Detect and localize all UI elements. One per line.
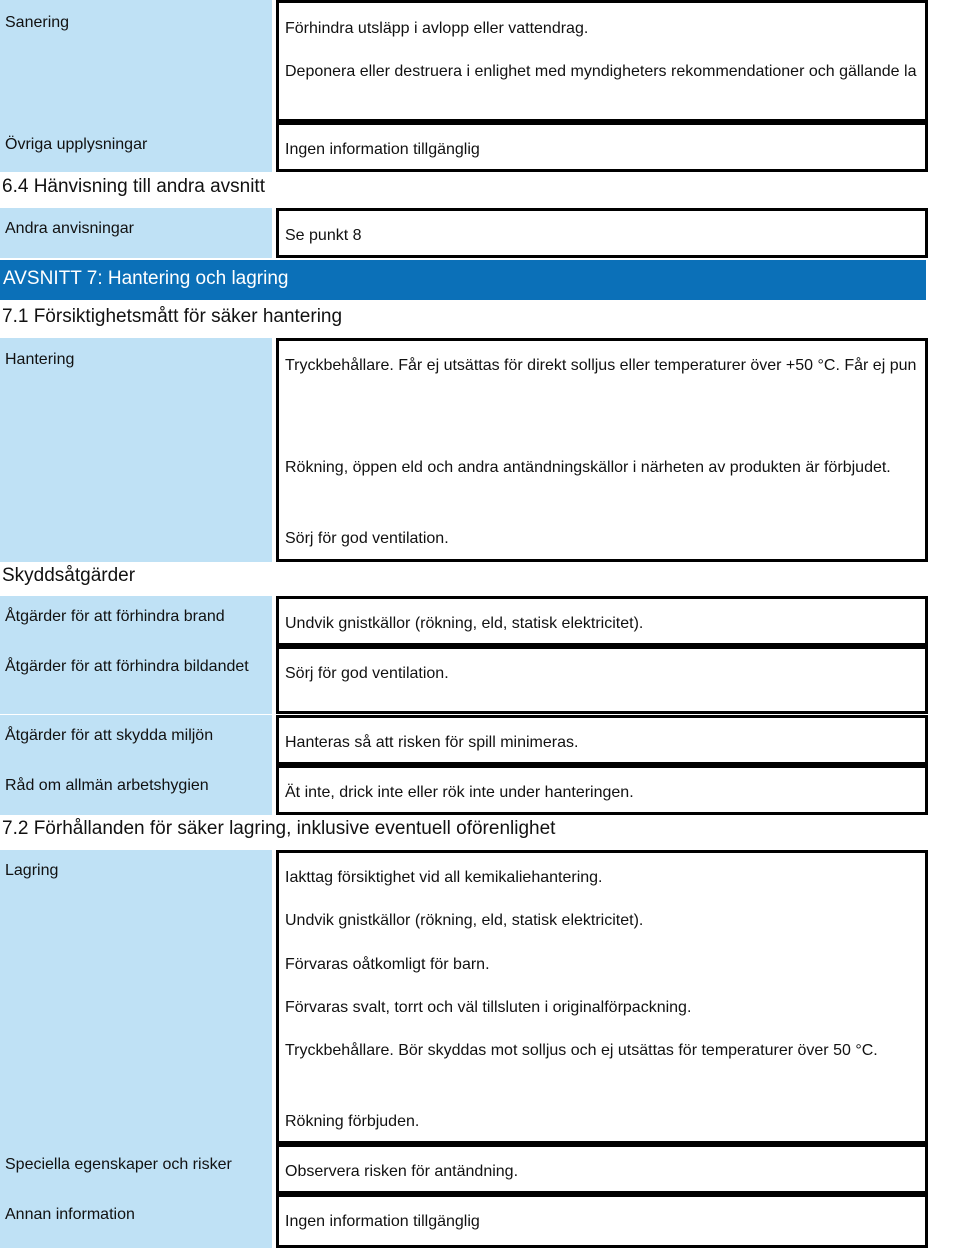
lagring-label-cell [0, 850, 272, 1144]
lagring-line-5: Tryckbehållare. Bör skyddas mot solljus och ej utsättas för temperaturer över 50 °C. [285, 1042, 878, 1059]
ovriga-value-box [276, 122, 928, 172]
andra-label: Andra anvisningar [5, 220, 134, 237]
bildandet-line-1: Sörj för god ventilation. [285, 665, 449, 682]
speciella-label: Speciella egenskaper och risker [5, 1156, 232, 1173]
lagring-line-1: Iakttag försiktighet vid all kemikaliehantering. [285, 869, 603, 886]
heading-7-1: 7.1 Försiktighetsmått för säker hantering [2, 306, 343, 327]
miljon-label-cell [0, 715, 272, 765]
lagring-line-4: Förvaras svalt, torrt och väl tillsluten i originalförpackning. [285, 999, 692, 1016]
hygien-line-1: Ät inte, drick inte eller rök inte under hanteringen. [285, 784, 634, 801]
hantering-label-cell [0, 338, 272, 562]
heading-7-2: 7.2 Förhållanden för säker lagring, inklusive eventuell oförenlighet [2, 818, 556, 839]
speciella-value-box [276, 1144, 928, 1194]
andra-line-1: Se punkt 8 [285, 227, 362, 244]
hantering-value-box [276, 338, 928, 562]
sanering-label-cell [0, 0, 272, 122]
bildandet-label: Åtgärder för att förhindra bildandet [5, 658, 249, 675]
miljon-line-1: Hanteras så att risken för spill minimeras. [285, 734, 579, 751]
section-7-title: AVSNITT 7: Hantering och lagring [3, 268, 289, 289]
andra-label-cell [0, 208, 272, 258]
hygien-label: Råd om allmän arbetshygien [5, 777, 209, 794]
andra-value-box [276, 208, 928, 258]
lagring-line-6: Rökning förbjuden. [285, 1113, 420, 1130]
sanering-line-2: Deponera eller destruera i enlighet med myndigheters rekommendationer och gällande la [285, 63, 917, 80]
lagring-value-box [276, 850, 928, 1144]
heading-skyddsatgarder: Skyddsåtgärder [2, 565, 136, 586]
brand-label-cell [0, 596, 272, 646]
lagring-line-2: Undvik gnistkällor (rökning, eld, statisk elektricitet). [285, 912, 644, 929]
ovriga-label-cell [0, 122, 272, 172]
bildandet-value-box [276, 646, 928, 714]
brand-label: Åtgärder för att förhindra brand [5, 608, 225, 625]
bildandet-label-cell [0, 646, 272, 714]
hygien-value-box [276, 765, 928, 815]
section-7-bar [0, 260, 926, 300]
miljon-value-box [276, 715, 928, 765]
sanering-value-box [276, 0, 928, 122]
hygien-label-cell [0, 765, 272, 815]
annan-line-1: Ingen information tillgänglig [285, 1213, 480, 1230]
hantering-line-3: Sörj för god ventilation. [285, 530, 449, 547]
hantering-line-1: Tryckbehållare. Får ej utsättas för direkt solljus eller temperaturer över +50 °C. Får ej pun [285, 357, 917, 374]
speciella-line-1: Observera risken för antändning. [285, 1163, 519, 1180]
ovriga-line-1: Ingen information tillgänglig [285, 141, 480, 158]
annan-label-cell [0, 1194, 272, 1248]
lagring-label: Lagring [5, 862, 59, 879]
heading-6-4: 6.4 Hänvisning till andra avsnitt [2, 176, 265, 197]
sanering-label: Sanering [5, 14, 70, 31]
brand-line-1: Undvik gnistkällor (rökning, eld, statisk elektricitet). [285, 615, 644, 632]
brand-value-box [276, 596, 928, 646]
hantering-line-2: Rökning, öppen eld och andra antändningskällor i närheten av produkten är förbjudet. [285, 459, 891, 476]
hantering-label: Hantering [5, 351, 75, 368]
lagring-line-3: Förvaras oåtkomligt för barn. [285, 956, 490, 973]
miljon-label: Åtgärder för att skydda miljön [5, 727, 214, 744]
speciella-label-cell [0, 1144, 272, 1194]
annan-label: Annan information [5, 1206, 135, 1223]
ovriga-label: Övriga upplysningar [5, 136, 148, 153]
sanering-line-1: Förhindra utsläpp i avlopp eller vattendrag. [285, 20, 589, 37]
annan-value-box [276, 1194, 928, 1248]
